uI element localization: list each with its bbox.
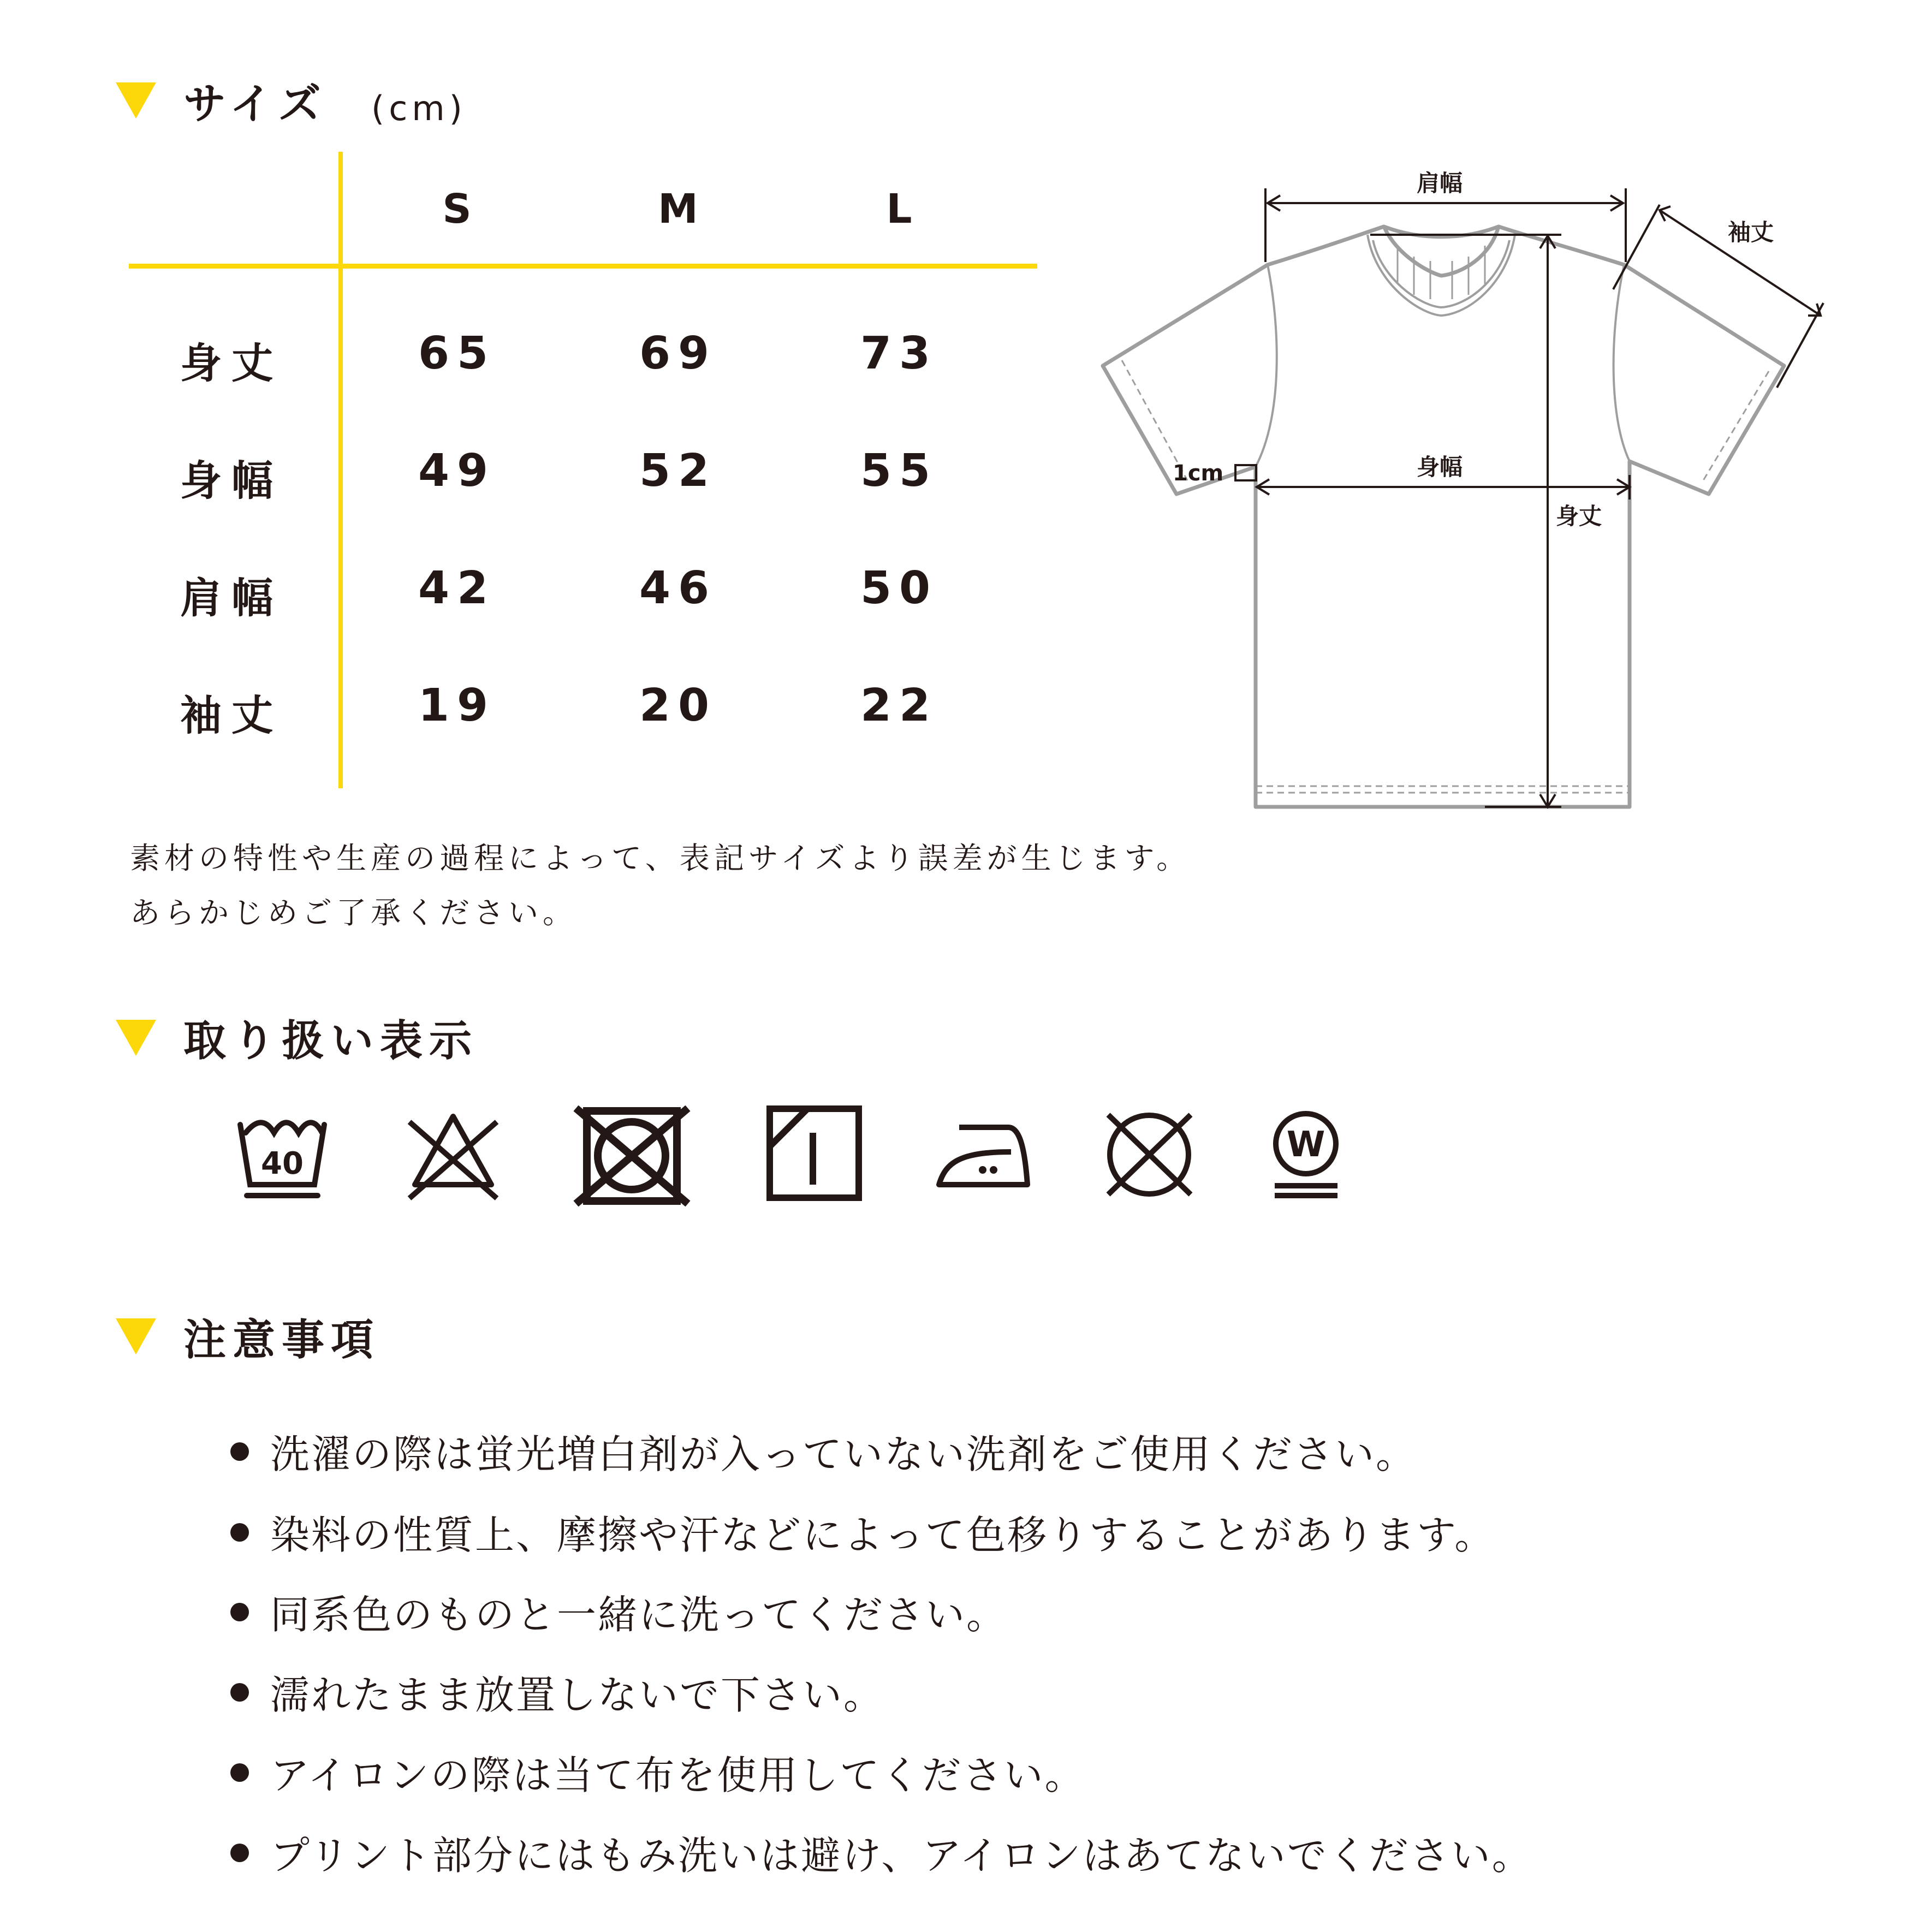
care-section-title: 取り扱い表示 [183, 1016, 479, 1066]
row-label-length: 身丈 [180, 339, 283, 388]
cell-width-s: 49 [418, 445, 496, 497]
bullet-icon [230, 1683, 249, 1702]
cell-sleeve-m: 20 [639, 680, 717, 732]
size-column-m: M [658, 186, 698, 233]
caution-item: 染料の性質上、摩擦や汗などによって色移りすることがあります。 [270, 1512, 1496, 1558]
wet-clean-icon [1269, 1108, 1343, 1201]
size-section-title: サイズ [183, 80, 328, 129]
cell-length-l: 73 [860, 328, 938, 379]
diagram-label-offset: 1cm [1173, 461, 1224, 486]
row-label-shoulder: 肩幅 [180, 574, 283, 622]
no-bleach-icon [404, 1108, 502, 1201]
iron-medium-icon [935, 1114, 1036, 1196]
caution-item: 同系色のものと一緒に洗ってください。 [270, 1592, 1008, 1638]
size-column-s: S [442, 186, 472, 233]
bullet-icon [230, 1844, 249, 1862]
svg-text:40: 40 [261, 1146, 304, 1181]
no-dry-clean-icon [1102, 1108, 1197, 1201]
wash-40-icon [236, 1108, 329, 1201]
cell-length-s: 65 [418, 328, 496, 379]
cell-sleeve-l: 22 [860, 680, 938, 732]
table-divider-horizontal [129, 264, 1037, 269]
caution-item: 濡れたまま放置しないで下さい。 [270, 1672, 885, 1718]
bullet-icon [230, 1442, 249, 1461]
section-marker-icon [116, 82, 156, 118]
diagram-label-width: 身幅 [1417, 454, 1463, 480]
bullet-icon [230, 1763, 249, 1782]
section-marker-icon [116, 1318, 156, 1354]
cell-length-m: 69 [639, 328, 717, 379]
svg-text:W: W [1286, 1125, 1325, 1165]
tshirt-diagram [1092, 164, 1845, 819]
size-note-line-1: 素材の特性や生産の過程によって、表記サイズより誤差が生じます。 [130, 841, 1191, 876]
section-marker-icon [116, 1020, 156, 1056]
table-divider-vertical [338, 152, 343, 788]
size-note-line-2: あらかじめご了承ください。 [130, 895, 578, 930]
cell-shoulder-m: 46 [639, 562, 717, 614]
bullet-icon [230, 1603, 249, 1621]
bullet-icon [230, 1523, 249, 1542]
caution-section-title: 注意事項 [183, 1316, 381, 1365]
row-label-width: 身幅 [180, 456, 283, 505]
diagram-label-length: 身丈 [1556, 503, 1602, 530]
row-label-sleeve: 袖丈 [180, 691, 283, 740]
diagram-label-sleeve: 袖丈 [1728, 219, 1774, 246]
caution-item: 洗濯の際は蛍光増白剤が入っていない洗剤をご使用ください。 [270, 1431, 1417, 1477]
no-tumble-dry-icon [573, 1105, 691, 1206]
cell-width-m: 52 [639, 445, 717, 497]
shade-drip-dry-icon [766, 1105, 862, 1201]
caution-item: アイロンの際は当て布を使用してください。 [270, 1752, 1086, 1798]
size-column-l: L [886, 186, 912, 233]
diagram-label-shoulder: 肩幅 [1417, 170, 1463, 197]
cell-shoulder-s: 42 [418, 562, 496, 614]
caution-item: プリント部分にはもみ洗いは避け、アイロンはあてないでください。 [270, 1833, 1533, 1879]
size-unit: (cm) [371, 88, 467, 128]
cell-width-l: 55 [860, 445, 938, 497]
cell-sleeve-s: 19 [418, 680, 496, 732]
cell-shoulder-l: 50 [860, 562, 938, 614]
